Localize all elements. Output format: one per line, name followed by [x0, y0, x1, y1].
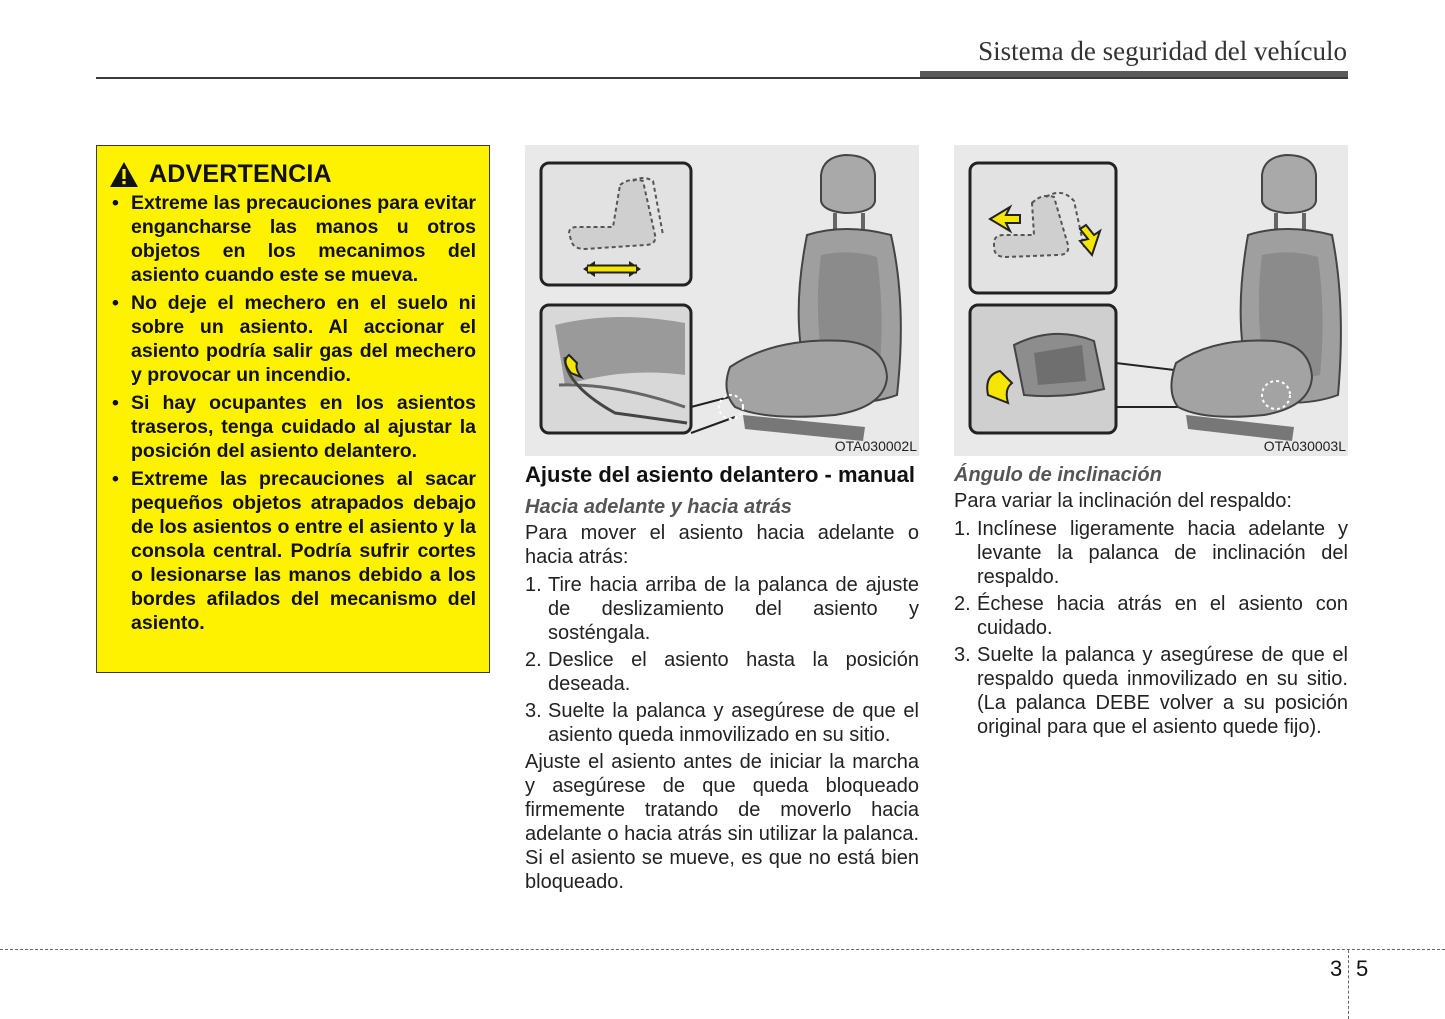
section-recline — [954, 462, 1348, 742]
step-item: 2. Deslice el asiento hasta la posición deseada. — [525, 649, 919, 695]
section-closing: Ajuste el asiento antes de iniciar la marcha y asegúrese de que queda bloqueado firmemente tratando de moverlo hacia adelante o hacia atrás sin utilizar la palanca. Si el asiento se mueve, es que no está bien bloqueado. — [525, 751, 919, 893]
page-number: 5 — [1356, 956, 1369, 981]
steps-list — [954, 517, 1348, 739]
section-manual-adjust — [525, 462, 919, 898]
warning-item: • Extreme las precauciones al sacar pequeños objetos atrapados debajo de los asientos o entre el asiento y la consola central. Podría sufrir cortes o lesionarse las manos debido a los bordes afilados del mecanismo del asiento. — [109, 467, 476, 635]
warning-title: ADVERTENCIA — [149, 160, 332, 188]
warning-item: • Extreme las precauciones para evitar engancharse las manos u otros objetos en los mecanimos del asiento cuando este se mueva. — [109, 191, 476, 287]
step-item: 2. Échese hacia atrás en el asiento con cuidado. — [954, 593, 1348, 639]
warning-header — [109, 160, 476, 189]
figure-code: OTA030003L — [1263, 438, 1346, 454]
step-item: 1. Inclínese ligeramente hacia adelante y levante la palanca de inclinación del respaldo. — [954, 518, 1348, 588]
steps-list — [525, 573, 919, 747]
header-rule — [96, 77, 1348, 79]
warning-item: • No deje el mechero en el suelo ni sobre un asiento. Al accionar el asiento podría salir gas del mechero y provocar un incendio. — [109, 291, 476, 387]
section-subtitle: Hacia adelante y hacia atrás — [525, 496, 792, 518]
section-intro: Para variar la inclinación del respaldo: — [954, 490, 1292, 512]
figure-seat-slide — [525, 145, 919, 456]
warning-item: • Si hay ocupantes en los asientos traseros, tenga cuidado al ajustar la posición del asiento delantero. — [109, 391, 476, 463]
step-item: 3. Suelte la palanca y asegúrese de que el asiento queda inmovilizado en su sitio. — [525, 700, 919, 746]
seat-slide-illustration — [525, 145, 919, 456]
page-header-title: Sistema de seguridad del vehículo — [978, 36, 1347, 66]
figure-seat-recline — [954, 145, 1348, 456]
section-subtitle: Ángulo de inclinación — [954, 464, 1162, 486]
section-title: Ajuste del asiento delantero - manual — [525, 462, 915, 487]
figure-code: OTA030002L — [834, 438, 917, 454]
page-chapter-number: 3 — [1330, 956, 1343, 981]
footer-page-divider — [1348, 950, 1349, 1019]
warning-list — [109, 191, 476, 635]
warning-triangle-icon — [109, 161, 139, 188]
section-intro: Para mover el asiento hacia adelante o hacia atrás: — [525, 522, 919, 568]
step-item: 1. Tire hacia arriba de la palanca de ajuste de deslizamiento del asiento y sosténgala. — [525, 574, 919, 644]
warning-box — [96, 145, 490, 673]
seat-recline-illustration — [954, 145, 1348, 456]
step-item: 3. Suelte la palanca y asegúrese de que el respaldo queda inmovilizado en su sitio. (La palanca DEBE volver a su posición original para que el asiento quede fijo). — [954, 644, 1348, 738]
footer-divider — [0, 949, 1445, 950]
